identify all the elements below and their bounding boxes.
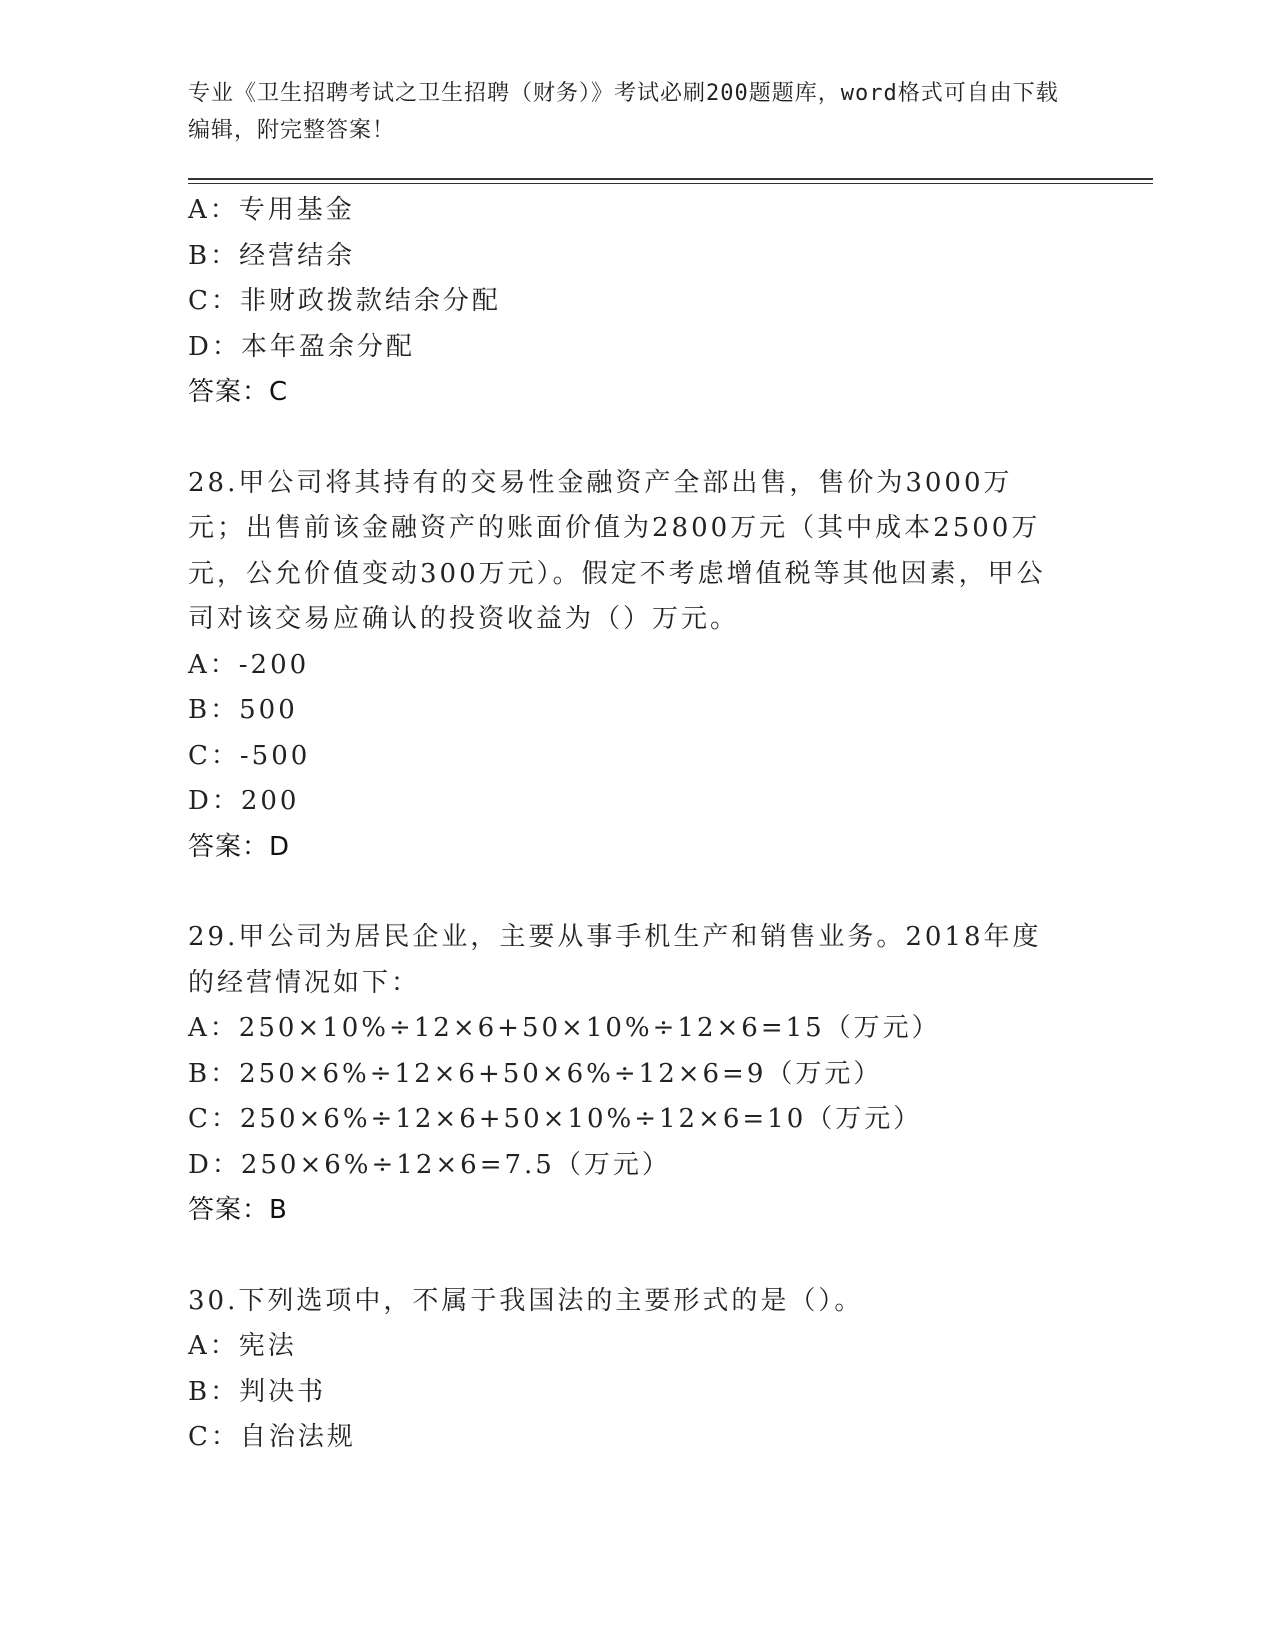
question-29 — [188, 915, 1088, 1234]
option-a: A：250×10%÷12×6+50×10%÷12×6=15（万元） — [188, 1013, 941, 1043]
question-30 — [188, 1279, 1088, 1461]
question-stem: 30.下列选项中，不属于我国法的主要形式的是（）。 — [188, 1285, 864, 1316]
option-b: B：250×6%÷12×6+50×6%÷12×6=9（万元） — [188, 1058, 883, 1089]
header-divider — [188, 178, 1153, 184]
question-list — [188, 188, 1088, 1461]
option-c: C：-500 — [188, 740, 311, 771]
option-a: A：-200 — [188, 649, 310, 680]
option-c: C：250×6%÷12×6+50×10%÷12×6=10（万元） — [188, 1104, 923, 1134]
document-title: 专业《卫生招聘考试之卫生招聘（财务）》考试必刷200题题库，word格式可自由下载编辑，附完整答案！ — [188, 81, 1059, 143]
option-a: A：专用基金 — [188, 195, 355, 225]
question-27 — [188, 188, 1088, 416]
question-28 — [188, 461, 1088, 871]
option-d: D：本年盈余分配 — [188, 331, 415, 362]
option-d: D：200 — [188, 786, 300, 816]
option-d: D：250×6%÷12×6=7.5（万元） — [188, 1149, 671, 1180]
answer-label: 答案：C — [188, 377, 289, 407]
option-c: C：自治法规 — [188, 1422, 356, 1452]
option-a: A：宪法 — [188, 1331, 297, 1361]
option-b: B：判决书 — [188, 1376, 327, 1407]
question-stem: 28.甲公司将其持有的交易性金融资产全部出售，售价为3000万元；出售前该金融资产的账面价值为2800万元（其中成本2500万元，公允价值变动300万元）。假定不考虑增值税等其他因素，甲公司对该交易应确认的投资收益为（）万元。 — [188, 467, 1046, 634]
option-b: B：500 — [188, 695, 298, 725]
option-b: B：经营结余 — [188, 240, 356, 271]
answer-label: 答案：B — [188, 1195, 288, 1225]
answer-label: 答案：D — [188, 831, 291, 862]
question-stem: 29.甲公司为居民企业，主要从事手机生产和销售业务。2018年度的经营情况如下： — [188, 922, 1042, 998]
option-c: C：非财政拨款结余分配 — [188, 286, 501, 316]
